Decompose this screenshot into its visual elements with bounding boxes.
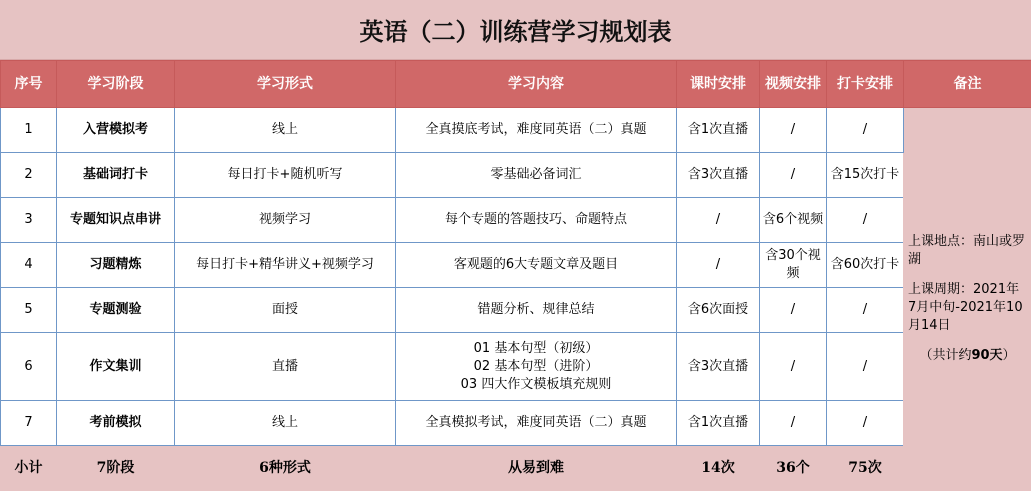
plan-table — [0, 60, 1031, 491]
row-video: / — [760, 108, 827, 153]
header-notes: 备注 — [904, 61, 1031, 108]
row-no: 2 — [1, 153, 57, 198]
row-no: 5 — [1, 288, 57, 333]
table-row — [1, 153, 1031, 198]
note-total: （共计约90天） — [908, 347, 1027, 365]
table-row — [1, 288, 1031, 333]
note-period: 上课周期：2021年7月中旬-2021年10月14日 — [908, 281, 1027, 335]
row-checkin: / — [827, 108, 904, 153]
row-form: 每日打卡+随机听写 — [175, 153, 396, 198]
row-lessons: 含6次面授 — [677, 288, 760, 333]
row-video: 含6个视频 — [760, 198, 827, 243]
row-checkin: 含60次打卡 — [827, 243, 904, 288]
row-no: 4 — [1, 243, 57, 288]
row-lessons: / — [677, 243, 760, 288]
row-content: 客观题的6大专题文章及题目 — [396, 243, 677, 288]
header-stage: 学习阶段 — [57, 61, 175, 108]
subtotal-content: 从易到难 — [396, 446, 677, 491]
row-video: 含30个视频 — [760, 243, 827, 288]
row-lessons: / — [677, 198, 760, 243]
row-content: 全真摸底考试，难度同英语（二）真题 — [396, 108, 677, 153]
row-form: 视频学习 — [175, 198, 396, 243]
row-lessons: 含3次直播 — [677, 333, 760, 401]
row-stage: 作文集训 — [57, 333, 175, 401]
row-content — [396, 333, 677, 401]
row-content: 全真模拟考试，难度同英语（二）真题 — [396, 401, 677, 446]
row-video: / — [760, 333, 827, 401]
row-lessons: 含3次直播 — [677, 153, 760, 198]
header-video: 视频安排 — [760, 61, 827, 108]
header-content: 学习内容 — [396, 61, 677, 108]
row-stage: 专题测验 — [57, 288, 175, 333]
row-form: 面授 — [175, 288, 396, 333]
row-video: / — [760, 288, 827, 333]
subtotal-lessons: 14次 — [677, 446, 760, 491]
row-lessons: 含1次直播 — [677, 401, 760, 446]
row-stage: 专题知识点串讲 — [57, 198, 175, 243]
row-form: 线上 — [175, 401, 396, 446]
row-stage: 考前模拟 — [57, 401, 175, 446]
row-form: 直播 — [175, 333, 396, 401]
table-row — [1, 401, 1031, 446]
table-row — [1, 333, 1031, 401]
row-no: 1 — [1, 108, 57, 153]
content-line: 01 基本句型（初级） — [398, 340, 674, 358]
row-stage: 基础词打卡 — [57, 153, 175, 198]
row-checkin: 含15次打卡 — [827, 153, 904, 198]
row-lessons: 含1次直播 — [677, 108, 760, 153]
table-row — [1, 243, 1031, 288]
row-content: 每个专题的答题技巧、命题特点 — [396, 198, 677, 243]
header-row — [1, 61, 1031, 108]
row-checkin: / — [827, 333, 904, 401]
row-no: 7 — [1, 401, 57, 446]
subtotal-label: 小计 — [1, 446, 57, 491]
row-content: 错题分析、规律总结 — [396, 288, 677, 333]
row-video: / — [760, 401, 827, 446]
subtotal-videos: 36个 — [760, 446, 827, 491]
row-no: 6 — [1, 333, 57, 401]
table-row — [1, 108, 1031, 153]
header-no: 序号 — [1, 61, 57, 108]
row-checkin: / — [827, 401, 904, 446]
row-stage: 入营模拟考 — [57, 108, 175, 153]
header-form: 学习形式 — [175, 61, 396, 108]
row-form: 线上 — [175, 108, 396, 153]
subtotal-checkins: 75次 — [827, 446, 904, 491]
page-title: 英语（二）训练营学习规划表 — [0, 0, 1031, 60]
subtotal-forms: 6种形式 — [175, 446, 396, 491]
header-lessons: 课时安排 — [677, 61, 760, 108]
note-location: 上课地点：南山或罗湖 — [908, 233, 1027, 269]
row-content: 零基础必备词汇 — [396, 153, 677, 198]
subtotal-stages: 7阶段 — [57, 446, 175, 491]
content-line: 02 基本句型（进阶） — [398, 358, 674, 376]
content-line: 03 四大作文模板填充规则 — [398, 376, 674, 394]
row-checkin: / — [827, 198, 904, 243]
header-checkin: 打卡安排 — [827, 61, 904, 108]
row-form: 每日打卡+精华讲义+视频学习 — [175, 243, 396, 288]
row-no: 3 — [1, 198, 57, 243]
row-stage: 习题精炼 — [57, 243, 175, 288]
table-row — [1, 198, 1031, 243]
row-video: / — [760, 153, 827, 198]
row-checkin: / — [827, 288, 904, 333]
notes-cell — [904, 108, 1031, 491]
